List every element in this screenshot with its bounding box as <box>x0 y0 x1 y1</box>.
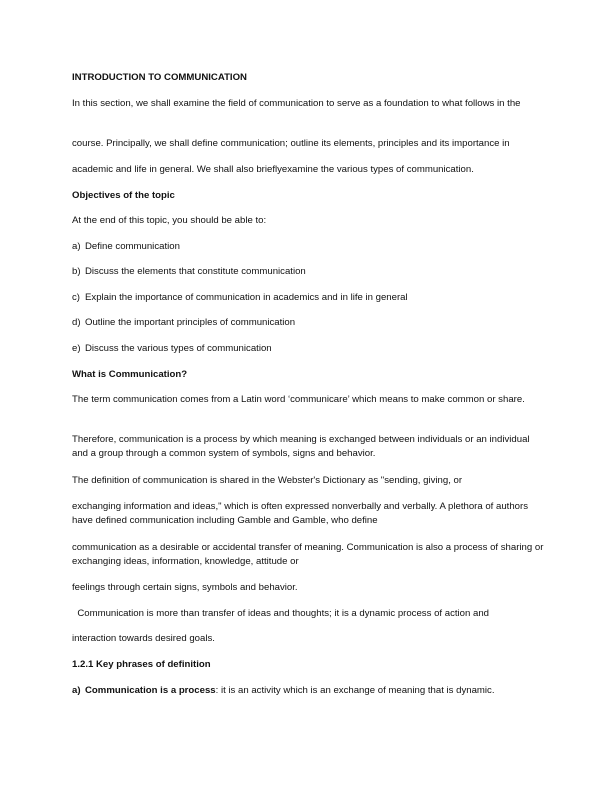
paragraph-webster-line-1: The definition of communication is shared in the Webster's Dictionary as "sending, giving, or <box>72 475 463 486</box>
key-phrase-term: Communication is a process <box>85 685 216 696</box>
paragraph-dynamic-line-1: Communication is more than transfer of ideas and thoughts; it is a dynamic process of action and <box>72 608 490 619</box>
section-heading: INTRODUCTION TO COMMUNICATION <box>72 72 247 83</box>
objective-text: Discuss the elements that constitute communication <box>85 266 306 277</box>
key-phrase-item <box>72 684 544 698</box>
objective-prefix: d) <box>72 317 81 328</box>
paragraph-webster-line-2: exchanging information and ideas," which is often expressed nonverbally and verbally. A plethora of authors have defined communication including Gamble and Gamble, who define <box>72 501 529 526</box>
intro-paragraph-line-1: In this section, we shall examine the field of communication to serve as a foundation to what follows in the <box>72 98 521 109</box>
objective-item <box>72 240 544 254</box>
intro-paragraph-line-2: course. Principally, we shall define communication; outline its elements, principles and its importance in <box>72 138 510 149</box>
key-phrase-prefix: a) <box>72 685 81 696</box>
objective-text: Define communication <box>85 241 180 252</box>
key-phrases-heading: 1.2.1 Key phrases of definition <box>72 659 211 670</box>
key-phrase-definition: : it is an activity which is an exchange of meaning that is dynamic. <box>215 685 495 696</box>
objectives-heading: Objectives of the topic <box>72 190 175 201</box>
objective-item <box>72 265 544 279</box>
objective-text: Explain the importance of communication in academics and in life in general <box>85 292 408 303</box>
paragraph-process: Therefore, communication is a process by which meaning is exchanged between individuals or an individual and a group through a common system of symbols, signs and behavior. <box>72 434 530 459</box>
objective-prefix: b) <box>72 266 81 277</box>
paragraph-dynamic-line-2: interaction towards desired goals. <box>72 633 215 644</box>
objective-item <box>72 291 544 305</box>
objective-item <box>72 316 544 330</box>
paragraph-transfer: communication as a desirable or accidental transfer of meaning. Communication is also a process of sharing or exchanging ideas, information, knowledge, attitude or <box>72 542 544 567</box>
objectives-lead: At the end of this topic, you should be able to: <box>72 215 267 226</box>
objective-text: Discuss the various types of communication <box>85 343 272 354</box>
what-is-communication-heading: What is Communication? <box>72 369 188 380</box>
objective-text: Outline the important principles of communication <box>85 317 296 328</box>
objective-prefix: a) <box>72 241 81 252</box>
intro-paragraph-line-3: academic and life in general. We shall also brieflyexamine the various types of communication. <box>72 164 474 175</box>
paragraph-feelings: feelings through certain signs, symbols and behavior. <box>72 582 298 593</box>
objective-item <box>72 342 544 356</box>
paragraph-latin-origin: The term communication comes from a Latin word ‘communicare’ which means to make common or share. <box>72 394 525 405</box>
objective-prefix: e) <box>72 343 81 354</box>
objective-prefix: c) <box>72 292 80 303</box>
